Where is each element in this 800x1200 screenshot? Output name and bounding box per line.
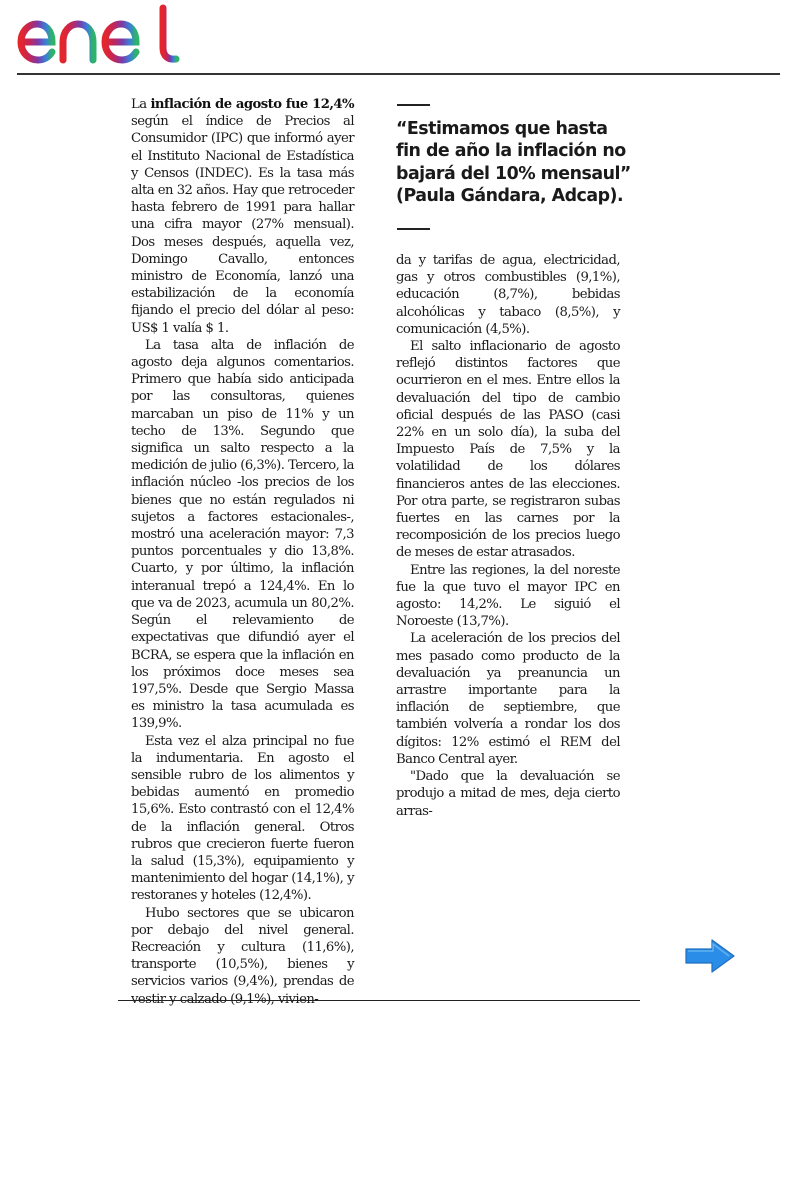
- paragraph: Esta vez el alza principal no fue la indumentaria. En agosto el sensible rubro de los alimentos y bebidas aumentó en promedio 15,6%. Esto contrastó con el 12,4% de la inflación general. Otros rubros que crecieron fuerte fueron la salud (15,3%), equipamiento y mantenimiento del hogar (14,1%), y restoranes y hoteles (12,4%).: [131, 733, 354, 904]
- pull-quote-rule-top: [397, 104, 430, 106]
- pull-quote-rule-bottom: [397, 228, 430, 230]
- paragraph: La aceleración de los precios del mes pasado como producto de la devaluación ya preanuncia un arrastre importante para la inflación de septiembre, que también volvería a rondar los dos dígitos: 12% estimó el REM del Banco Central ayer.: [396, 631, 620, 767]
- arrow-right-icon[interactable]: [682, 936, 738, 976]
- paragraph: El salto inflacionario de agosto reflejó distintos factores que ocurrieron en el mes. Entre ellos la devaluación del tipo de cambio oficial después de las PASO (casi 22% en un solo día), la suba del Impuesto País de 7,5% y la volatilidad de los dólares financieros antes de las elecciones. Por otra parte, se registraron subas fuertes en las carnes por la recomposición de los precios luego de meses de estar atrasados.: [396, 339, 620, 561]
- paragraph: Hubo sectores que se ubicaron por debajo del nivel general. Recreación y cultura (11,6%), transporte (10,5%), bienes y servicios varios (9,4%), prendas de: [131, 905, 354, 990]
- lead-highlight: inflación de agosto fue 12,4%: [150, 97, 354, 112]
- enel-logo: [16, 2, 186, 70]
- article-column-right: [396, 252, 620, 820]
- lead-prefix: La: [131, 97, 151, 112]
- paragraph-lead: [131, 96, 354, 337]
- footer-divider: [118, 1000, 640, 1001]
- pull-quote: “Estimamos que hasta fin de año la inflación no bajará del 10% mensaul” (Paula Gándara, Adcap).: [396, 119, 631, 206]
- paragraph: La tasa alta de inflación de agosto deja algunos comentarios. Primero que había sido anticipada por las consultoras, quienes marcaban un piso de 11% y un techo de 13%. Segundo que significa un salto respecto a la medición de julio (6,3%). Tercero, la inflación núcleo -los precios de los bienes que no están regulados ni sujetos a factores estacionales-, mostró una aceleración mayor: 7,3 puntos porcentuales y dio 13,8%. Cuarto, y por último, la inflación interanual trepó a 124,4%. En lo que va de 2023, acumula un 80,2%. Según el relevamiento de expectativas que difundió ayer el BCRA, se espera que la inflación en los próximos doce meses sea 197,5%. Desde que Sergio Massa es ministro la tasa acumulada es 139,9%.: [131, 337, 354, 732]
- lead-text: según el índice de Precios al Consumidor (IPC) que informó ayer el Instituto Nacional de Estadística y Censos (INDEC). Es la tasa más alta en 32 años. Hay que retroceder hasta febrero de 1991 para hallar una cifra mayor (27% mensual). Dos meses después, aquella vez, Domingo Cavallo, entonces ministro de Economía, lanzó una estabilización de la economía fijando el precio del dólar al peso: US$ 1 valía $ 1.: [131, 114, 354, 336]
- paragraph: Entre las regiones, la del noreste fue la que tuvo el mayor IPC en agosto: 14,2%. Le siguió el Noroeste (13,7%).: [396, 562, 620, 630]
- header-divider: [17, 73, 780, 75]
- paragraph: "Dado que la devaluación se produjo a mitad de mes, deja cierto arras-: [396, 769, 620, 819]
- paragraph-continued: da y tarifas de agua, electricidad, gas y otros combustibles (9,1%), educación (8,7%), bebidas alcohólicas y tabaco (8,5%), y comunicación (4,5%).: [396, 253, 620, 337]
- article-column-left: [131, 96, 354, 1008]
